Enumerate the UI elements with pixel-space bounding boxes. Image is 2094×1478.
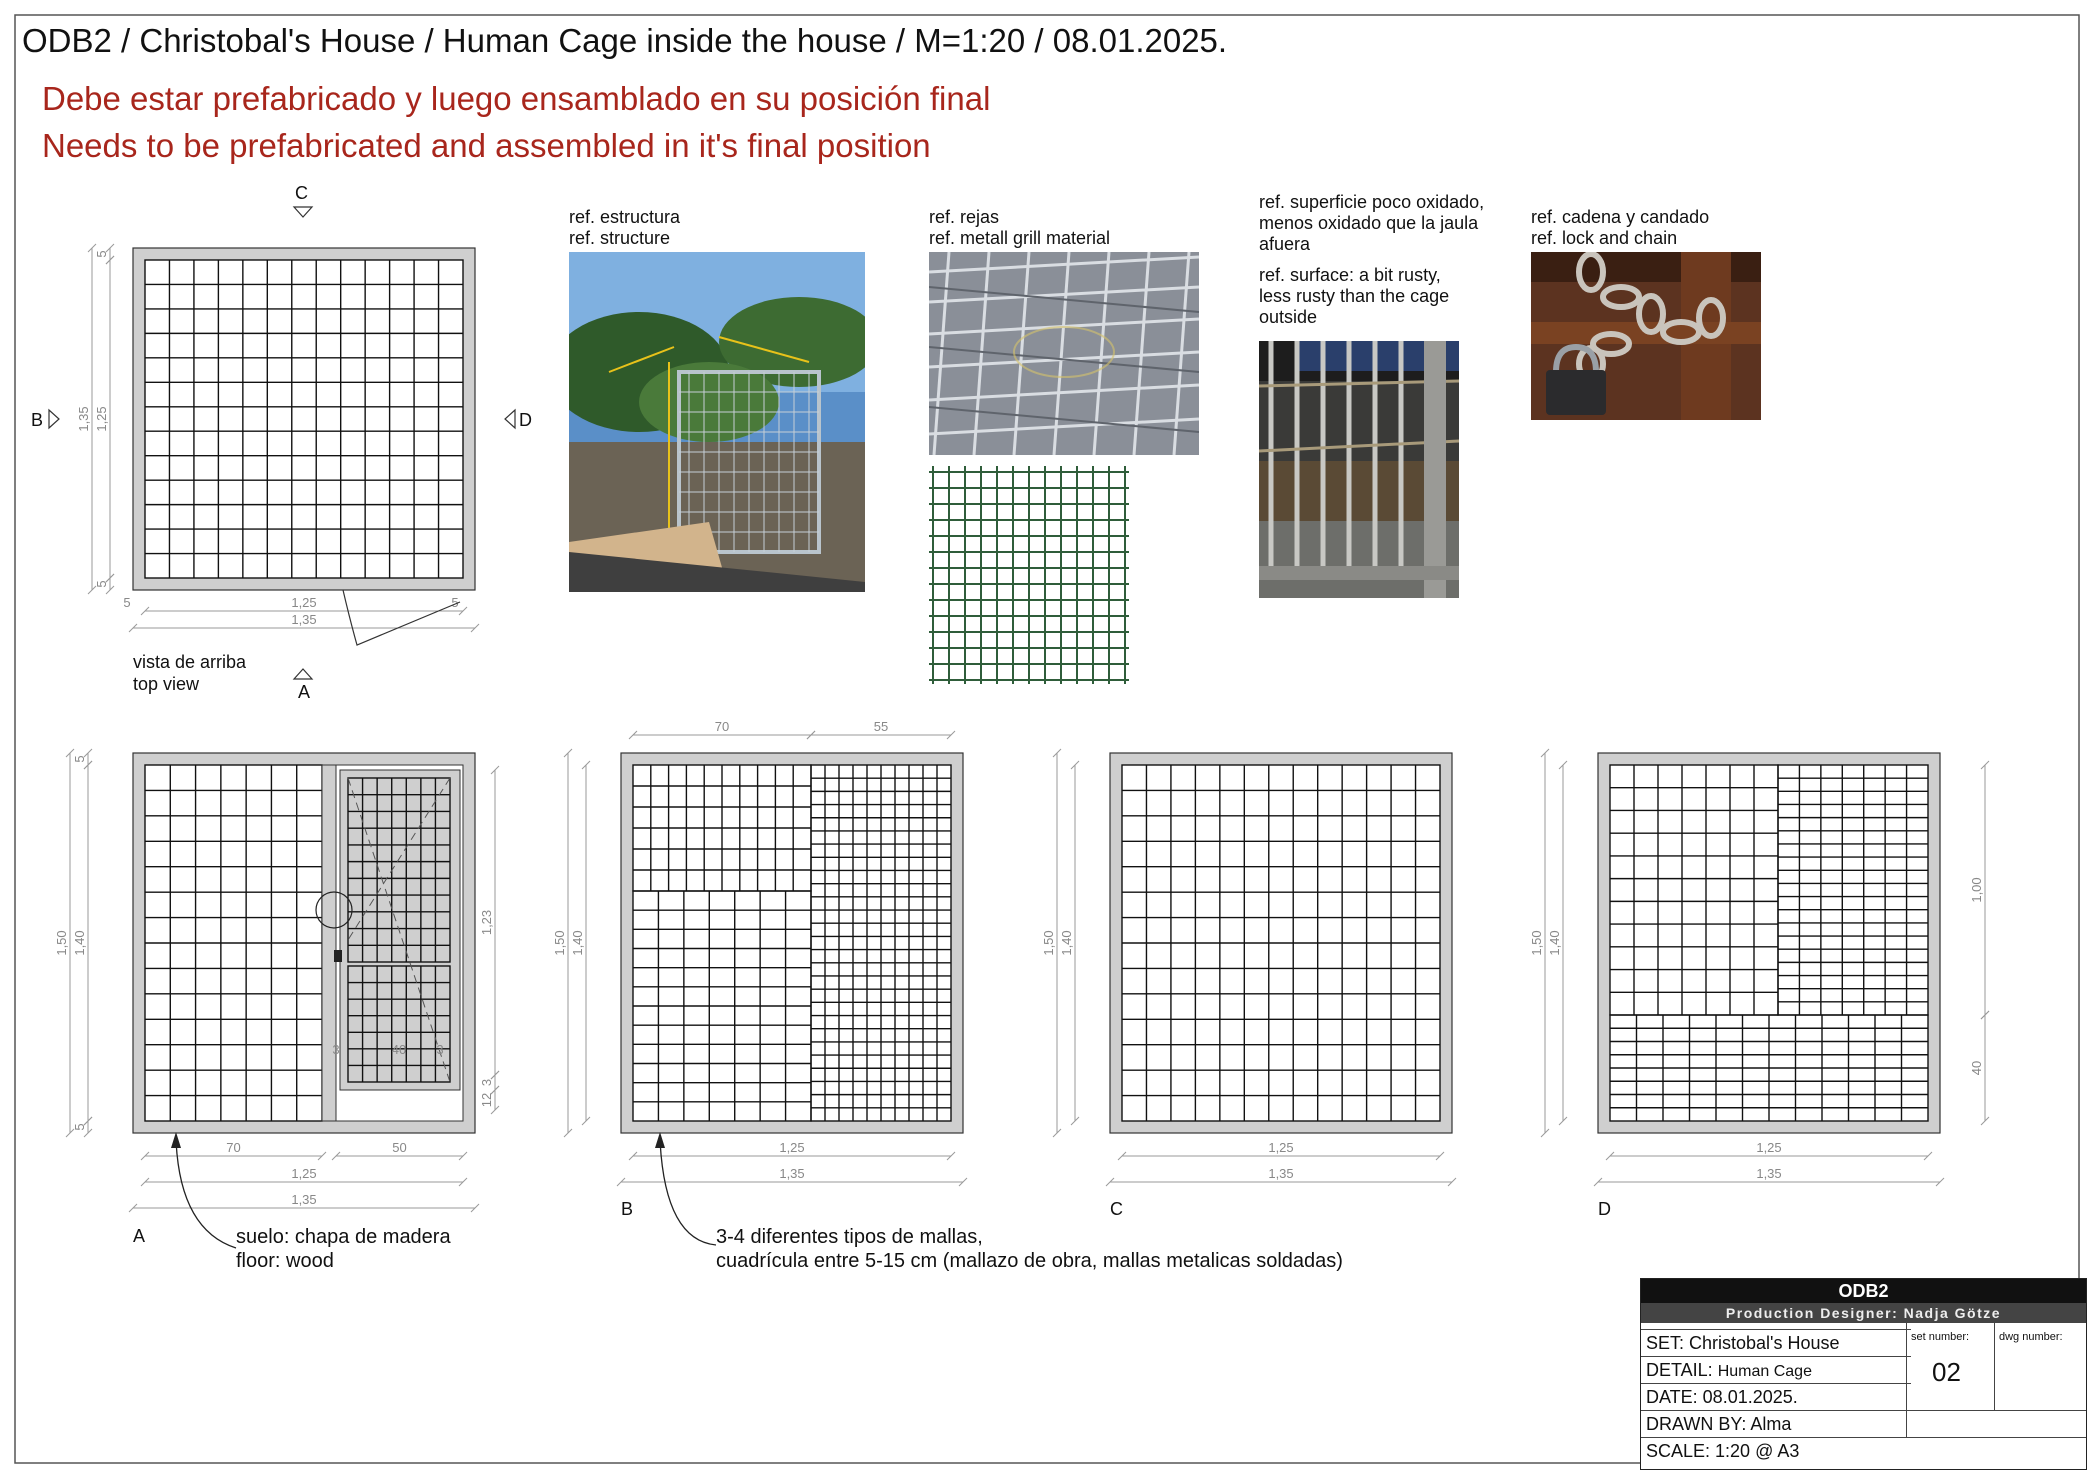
marker-a-arrow	[294, 669, 312, 679]
elevation-a-dim-50-label: 50	[392, 1140, 407, 1155]
ref-surface-en-3: outside	[1259, 307, 1318, 327]
title-block-scale: SCALE: 1:20 @ A3	[1641, 1437, 2086, 1464]
top-view-dim-5-bottom-label: 5	[94, 580, 109, 588]
elevation-d-dim-140-label: 1,40	[1547, 930, 1562, 956]
marker-c-arrow	[294, 207, 312, 217]
elevation-label-a: A	[133, 1226, 146, 1246]
section-marker-c: C	[295, 183, 308, 203]
title-block-project: ODB2	[1641, 1279, 2086, 1303]
elevation-a-dim-3-right: 3	[436, 1042, 444, 1057]
elevation-a-dim-150-label: 1,50	[54, 930, 69, 956]
section-marker-a: A	[298, 682, 311, 702]
top-view-dim-125-h-label: 1,25	[291, 595, 317, 610]
marker-b-arrow	[49, 410, 59, 428]
elevation-a-dim-5-top-label: 5	[72, 755, 87, 763]
elevation-b-dim-135-label: 1,35	[779, 1166, 805, 1181]
elevation-c-dim-140-label: 1,40	[1059, 930, 1074, 956]
title-block-divider-2	[1994, 1323, 1995, 1410]
elevation-a-door-post	[322, 765, 336, 1121]
top-view-dim-135-label: 1,35	[76, 406, 91, 432]
palm-trees-cage-photo	[569, 252, 865, 592]
elevation-a-dim-5-bottom-label: 5	[72, 1123, 87, 1131]
section-marker-d: D	[519, 410, 532, 430]
marker-d-arrow	[505, 410, 515, 428]
floor-note-en: floor: wood	[236, 1250, 334, 1272]
dwg-number-label: dwg number:	[1999, 1331, 2063, 1343]
elevation-a-dim-140-label: 1,40	[72, 930, 87, 956]
elevation-c-dim-135-label: 1,35	[1268, 1166, 1294, 1181]
ref-structure-en: ref. structure	[569, 228, 671, 248]
elevation-b-dim-55-label: 55	[873, 719, 889, 734]
top-view-dim-5-left: 5	[123, 595, 131, 610]
elevation-label-c: C	[1110, 1199, 1123, 1219]
mesh-leader-arrow	[655, 1132, 665, 1148]
ref-surface-es-3: afuera	[1259, 234, 1311, 254]
drawing-title: ODB2 / Christobal's House / Human Cage inside the house / M=1:20 / 08.01.2025.	[22, 22, 1228, 59]
mesh-note-2: cuadrícula entre 5-15 cm (mallazo de obra, mallas metalicas soldadas)	[716, 1250, 1343, 1272]
elevation-c-dim-125-label: 1,25	[1268, 1140, 1294, 1155]
top-view-caption-en: top view	[133, 674, 200, 694]
padlock-body	[334, 950, 342, 962]
elevation-b-dim-125-label: 1,25	[779, 1140, 805, 1155]
wire-mesh-photo	[929, 252, 1199, 455]
top-view-dim-5-right: 5	[451, 595, 459, 610]
ref-surface-es-1: ref. superficie poco oxidado,	[1259, 192, 1485, 212]
elevation-label-b: B	[621, 1199, 634, 1219]
title-block-detail-value: Human Cage	[1717, 1363, 1812, 1380]
title-block-detail-label: DETAIL:	[1646, 1360, 1713, 1380]
elevation-b-dim-70-label: 70	[714, 719, 730, 734]
door-swing-arc	[343, 590, 460, 645]
floor-note-es: suelo: chapa de madera	[236, 1226, 451, 1248]
mesh-note-1: 3-4 diferentes tipos de mallas,	[716, 1226, 983, 1248]
chain-padlock-photo	[1531, 252, 1761, 420]
rusty-bars-photo	[1259, 341, 1459, 598]
elevation-a-dim-3-side-label: 3	[479, 1078, 494, 1087]
elevation-a-dim-3-left: 3	[332, 1042, 340, 1057]
top-view-dim-5-top-label: 5	[94, 250, 109, 258]
floor-leader-arrow	[171, 1132, 181, 1148]
ref-grill-en: ref. metall grill material	[929, 228, 1111, 248]
ref-lock-en: ref. lock and chain	[1531, 228, 1678, 248]
elevation-d-dim-150-label: 1,50	[1529, 930, 1544, 956]
set-number-label: set number:	[1911, 1331, 1970, 1343]
top-view-dim-135-h-label: 1,35	[291, 612, 317, 627]
ref-surface-es-2: menos oxidado que la jaula	[1259, 213, 1479, 233]
elevation-c-dim-150-label: 1,50	[1041, 930, 1056, 956]
title-block-date: DATE: 08.01.2025.	[1641, 1383, 1911, 1410]
elevation-a-dim-12-label: 12	[479, 1092, 494, 1108]
elevation-b-dim-150-label: 1,50	[552, 930, 567, 956]
elevation-label-d: D	[1598, 1199, 1611, 1219]
elevation-b-dim-140-label: 1,40	[570, 930, 585, 956]
ref-surface-en-1: ref. surface: a bit rusty,	[1259, 265, 1441, 285]
elevation-a-dim-123-label: 1,23	[479, 909, 494, 936]
title-block	[1640, 1278, 2087, 1470]
ref-grill-es: ref. rejas	[929, 207, 1000, 227]
elevation-d-dim-135-label: 1,35	[1756, 1166, 1782, 1181]
note-spanish: Debe estar prefabricado y luego ensamblado en su posición final	[42, 80, 991, 117]
title-block-divider-1	[1906, 1323, 1907, 1437]
set-number: 02	[1932, 1357, 1961, 1387]
top-view-dim-125-label: 1,25	[94, 406, 109, 432]
top-view-frame-inner	[145, 260, 463, 578]
top-view-caption-es: vista de arriba	[133, 652, 247, 672]
elevation-a-dim-40: 40	[391, 1042, 407, 1057]
elevation-a-dim-70-label: 70	[226, 1140, 241, 1155]
elevation-d-dim-100-label: 1,00	[1969, 877, 1984, 903]
title-block-designer: Production Designer: Nadja Götze	[1641, 1303, 2086, 1323]
elevation-a-dim-125-label: 1,25	[291, 1166, 317, 1181]
ref-structure-es: ref. estructura	[569, 207, 681, 227]
title-block-detail	[1641, 1356, 1911, 1385]
elevation-d-dim-125-label: 1,25	[1756, 1140, 1782, 1155]
section-marker-b: B	[31, 410, 44, 430]
ref-surface-en-2: less rusty than the cage	[1259, 286, 1450, 306]
note-english: Needs to be prefabricated and assembled in it's final position	[42, 127, 931, 164]
ref-lock-es: ref. cadena y candado	[1531, 207, 1710, 227]
elevation-d-dim-40-label: 40	[1969, 1060, 1984, 1076]
title-block-set: SET: Christobal's House	[1641, 1329, 1911, 1356]
title-block-drawn-by: DRAWN BY: Alma	[1641, 1410, 2086, 1437]
green-mesh-photo	[929, 466, 1129, 684]
elevation-a-dim-135-label: 1,35	[291, 1192, 317, 1207]
